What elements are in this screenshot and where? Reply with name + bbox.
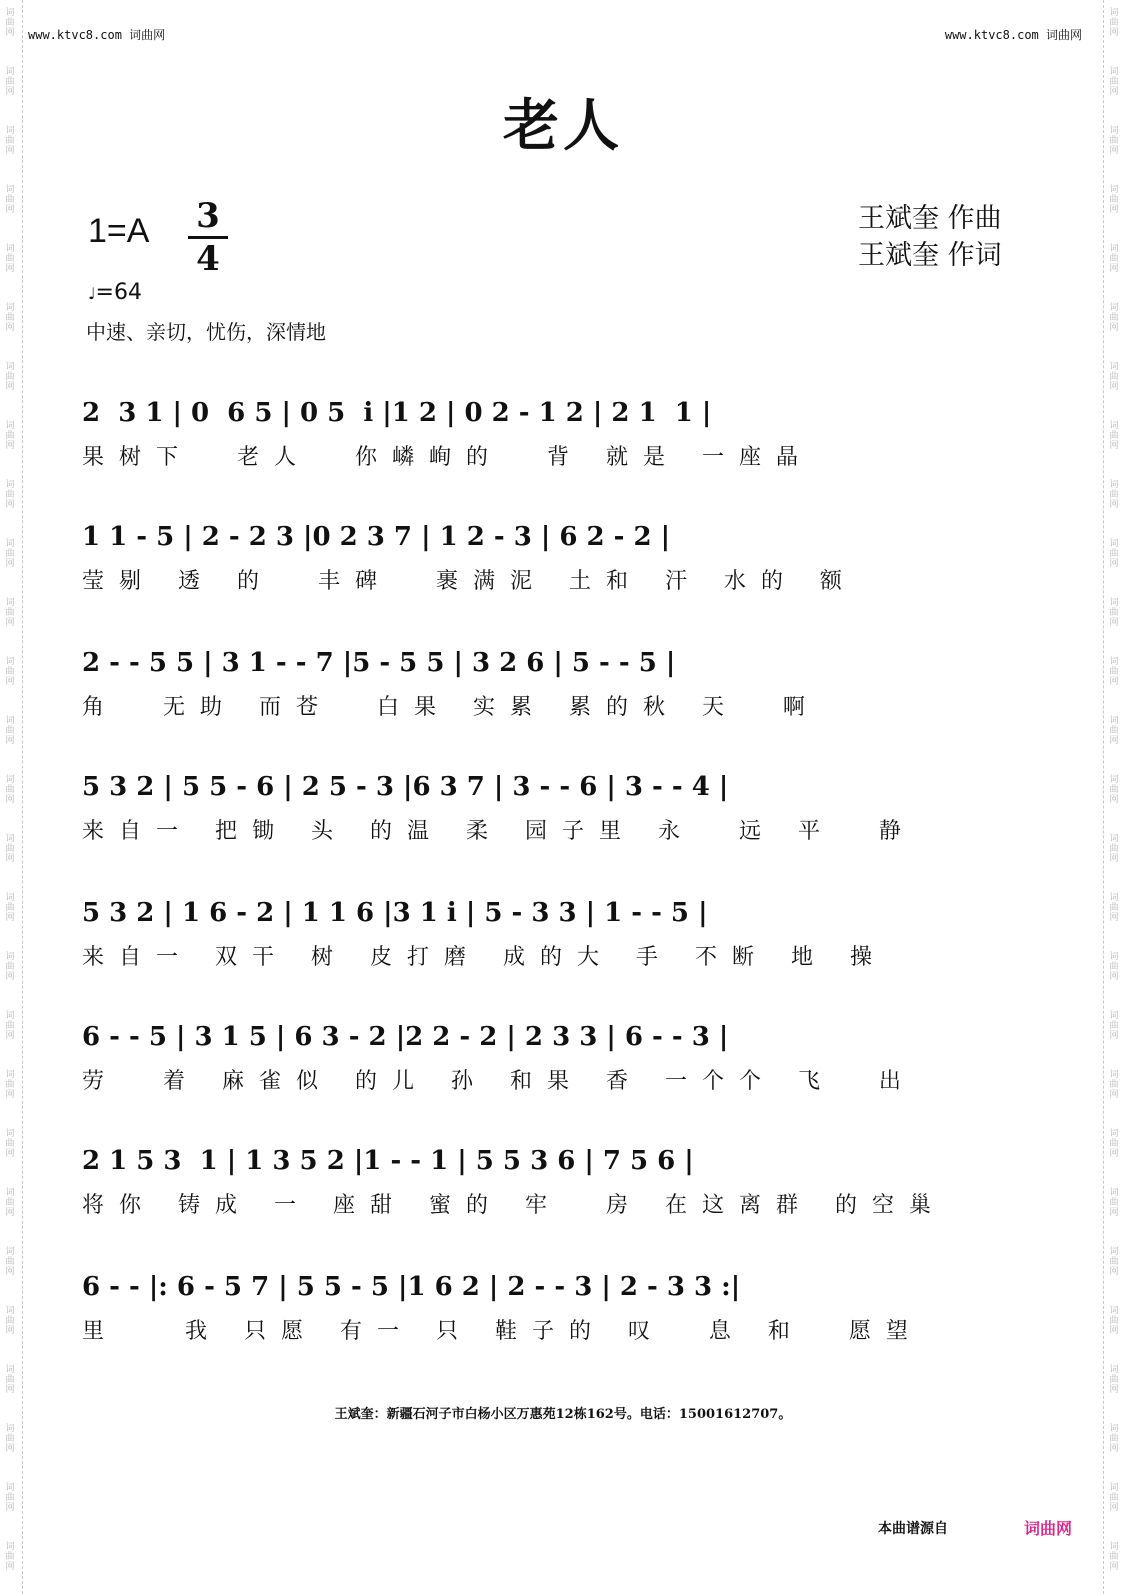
- side-watermark-text: 词曲网: [1109, 893, 1119, 923]
- side-watermark-text: 词曲网: [1109, 1483, 1119, 1513]
- source-label: 本曲谱源自: [878, 1521, 948, 1537]
- lyrics-line: 来自一 双干 树 皮打磨 成的大 手 不断 地 操: [82, 945, 887, 970]
- expression-marking: 中速、亲切，忧伤，深情地: [86, 320, 326, 344]
- source-brand-logo[interactable]: 词曲网: [1024, 1519, 1073, 1538]
- side-watermark-text: 词曲网: [1109, 1365, 1119, 1395]
- side-watermark-text: 词曲网: [1109, 126, 1119, 156]
- watermark-url-left[interactable]: www.ktvc8.com 词曲网: [28, 28, 166, 42]
- side-watermark-text: 词曲网: [5, 1011, 15, 1041]
- side-watermark-text: 词曲网: [5, 126, 15, 156]
- tempo-marking: [88, 280, 142, 305]
- numbered-notation: [82, 392, 1022, 436]
- score-system: [82, 392, 1022, 502]
- side-watermark-text: 词曲网: [1109, 1542, 1119, 1572]
- lyrics-line: 果树下 老人 你嶙峋的 背 就是 一座晶: [82, 445, 813, 470]
- side-watermark-text: 词曲网: [1109, 1070, 1119, 1100]
- side-watermark-text: 词曲网: [5, 539, 15, 569]
- numbered-notation: [82, 1266, 1022, 1310]
- score-system: [82, 892, 1022, 1002]
- quarter-note-icon: ♩: [88, 284, 96, 303]
- side-watermark-text: 词曲网: [1109, 185, 1119, 215]
- lyrics-line: 将你 铸成 一 座甜 蜜的 牢 房 在这离群 的空巢: [82, 1193, 946, 1218]
- notation-line: 2 3 1 | 0 6 5 | 0 5 i |1 2 | 0 2 - 1 2 | 2 1 1 |: [82, 398, 712, 428]
- side-watermark-text: 词曲网: [1109, 539, 1119, 569]
- side-watermark-text: 词曲网: [5, 1542, 15, 1572]
- lyrics-line: 里 我 只愿 有一 只 鞋子的 叹 息 和 愿望: [82, 1319, 923, 1344]
- side-watermark-text: 词曲网: [5, 657, 15, 687]
- side-watermark-text: 词曲网: [1109, 67, 1119, 97]
- lyrics-line: 莹剔 透 的 丰碑 裹满泥 土和 汗 水的 额: [82, 569, 857, 594]
- side-watermark-text: 词曲网: [1109, 480, 1119, 510]
- side-watermark-text: 词曲网: [5, 1424, 15, 1454]
- side-watermark-text: 词曲网: [5, 8, 15, 38]
- side-watermark-text: 词曲网: [1109, 1424, 1119, 1454]
- side-watermark-text: 词曲网: [5, 421, 15, 451]
- side-watermark-text: 词曲网: [1109, 1011, 1119, 1041]
- side-watermark-text: 词曲网: [5, 716, 15, 746]
- lyrics-line: 劳 着 麻雀似 的儿 孙 和果 香 一个个 飞 出: [82, 1069, 916, 1094]
- notation-line: 5 3 2 | 5 5 - 6 | 2 5 - 3 |6 3 7 | 3 - - 6 | 3 - - 4 |: [82, 772, 729, 802]
- side-watermark-text: 词曲网: [1109, 716, 1119, 746]
- side-watermark-text: 词曲网: [5, 1483, 15, 1513]
- lyricist-credit: 王斌奎 作词: [858, 240, 1002, 271]
- notation-line: 5 3 2 | 1 6 - 2 | 1 1 6 |3 1 i | 5 - 3 3 | 1 - - 5 |: [82, 898, 708, 928]
- time-signature: [188, 198, 228, 277]
- side-watermark-text: 词曲网: [5, 185, 15, 215]
- numbered-notation: [82, 1140, 1022, 1184]
- side-watermark-text: 词曲网: [1109, 598, 1119, 628]
- song-title: 老人: [503, 94, 623, 159]
- side-watermark-text: 词曲网: [1109, 8, 1119, 38]
- side-watermark-text: 词曲网: [5, 1247, 15, 1277]
- side-watermark-text: 词曲网: [5, 1188, 15, 1218]
- watermark-url-right[interactable]: www.ktvc8.com 词曲网: [944, 28, 1082, 42]
- side-watermark-text: 词曲网: [5, 1070, 15, 1100]
- composer-address: 王斌奎：新疆石河子市白杨小区万惠苑12栋162号。电话：15001612707。: [334, 1407, 792, 1422]
- side-watermark-text: 词曲网: [5, 1365, 15, 1395]
- side-watermark-text: 词曲网: [5, 598, 15, 628]
- side-watermark-text: 词曲网: [1109, 1247, 1119, 1277]
- notation-line: 2 1 5 3 1 | 1 3 5 2 |1 - - 1 | 5 5 3 6 | 7 5 6 |: [82, 1146, 694, 1176]
- numbered-notation: [82, 1016, 1022, 1060]
- side-watermark-text: 词曲网: [5, 893, 15, 923]
- side-watermark-text: 词曲网: [1109, 1188, 1119, 1218]
- score-system: [82, 516, 1022, 626]
- side-watermark-text: 词曲网: [1109, 1306, 1119, 1336]
- side-watermark-text: 词曲网: [1109, 657, 1119, 687]
- tempo-value: =64: [95, 280, 142, 305]
- side-watermark-text: 词曲网: [5, 834, 15, 864]
- side-watermark-text: 词曲网: [5, 480, 15, 510]
- notation-line: 6 - - 5 | 3 1 5 | 6 3 - 2 |2 2 - 2 | 2 3 3 | 6 - - 3 |: [82, 1022, 729, 1052]
- left-watermark-strip: [0, 0, 23, 1594]
- score-system: [82, 1266, 1022, 1376]
- side-watermark-text: 词曲网: [1109, 421, 1119, 451]
- numbered-notation: [82, 892, 1022, 936]
- side-watermark-text: 词曲网: [5, 67, 15, 97]
- composer-credit: 王斌奎 作曲: [858, 203, 1002, 234]
- side-watermark-text: 词曲网: [5, 1306, 15, 1336]
- side-watermark-text: 词曲网: [1109, 1129, 1119, 1159]
- side-watermark-text: 词曲网: [1109, 952, 1119, 982]
- right-watermark-strip: [1103, 0, 1126, 1594]
- time-signature-numerator: 3: [188, 198, 228, 239]
- side-watermark-text: 词曲网: [1109, 834, 1119, 864]
- numbered-notation: [82, 642, 1022, 686]
- side-watermark-text: 词曲网: [5, 303, 15, 333]
- side-watermark-text: 词曲网: [5, 952, 15, 982]
- score-system: [82, 642, 1022, 752]
- lyrics-line: 角 无助 而苍 白果 实累 累的秋 天 啊: [82, 695, 820, 720]
- notation-line: 6 - - |: 6 - 5 7 | 5 5 - 5 |1 6 2 | 2 - - 3 | 2 - 3 3 :|: [82, 1272, 741, 1302]
- lyrics-line: 来自一 把锄 头 的温 柔 园子里 永 远 平 静: [82, 819, 916, 844]
- key-signature: 1=A: [88, 212, 150, 250]
- side-watermark-text: 词曲网: [1109, 303, 1119, 333]
- credits: [858, 200, 1002, 274]
- side-watermark-text: 词曲网: [1109, 244, 1119, 274]
- side-watermark-text: 词曲网: [1109, 775, 1119, 805]
- side-watermark-text: 词曲网: [5, 775, 15, 805]
- score-system: [82, 766, 1022, 876]
- side-watermark-text: 词曲网: [5, 244, 15, 274]
- side-watermark-text: 词曲网: [1109, 362, 1119, 392]
- time-signature-denominator: 4: [196, 239, 220, 279]
- score-system: [82, 1016, 1022, 1126]
- numbered-notation: [82, 516, 1022, 560]
- side-watermark-text: 词曲网: [5, 1129, 15, 1159]
- notation-line: 1 1 - 5 | 2 - 2 3 |0 2 3 7 | 1 2 - 3 | 6 2 - 2 |: [82, 522, 671, 552]
- numbered-notation: [82, 766, 1022, 810]
- score-system: [82, 1140, 1022, 1250]
- side-watermark-text: 词曲网: [5, 362, 15, 392]
- notation-line: 2 - - 5 5 | 3 1 - - 7 |5 - 5 5 | 3 2 6 | 5 - - 5 |: [82, 648, 676, 678]
